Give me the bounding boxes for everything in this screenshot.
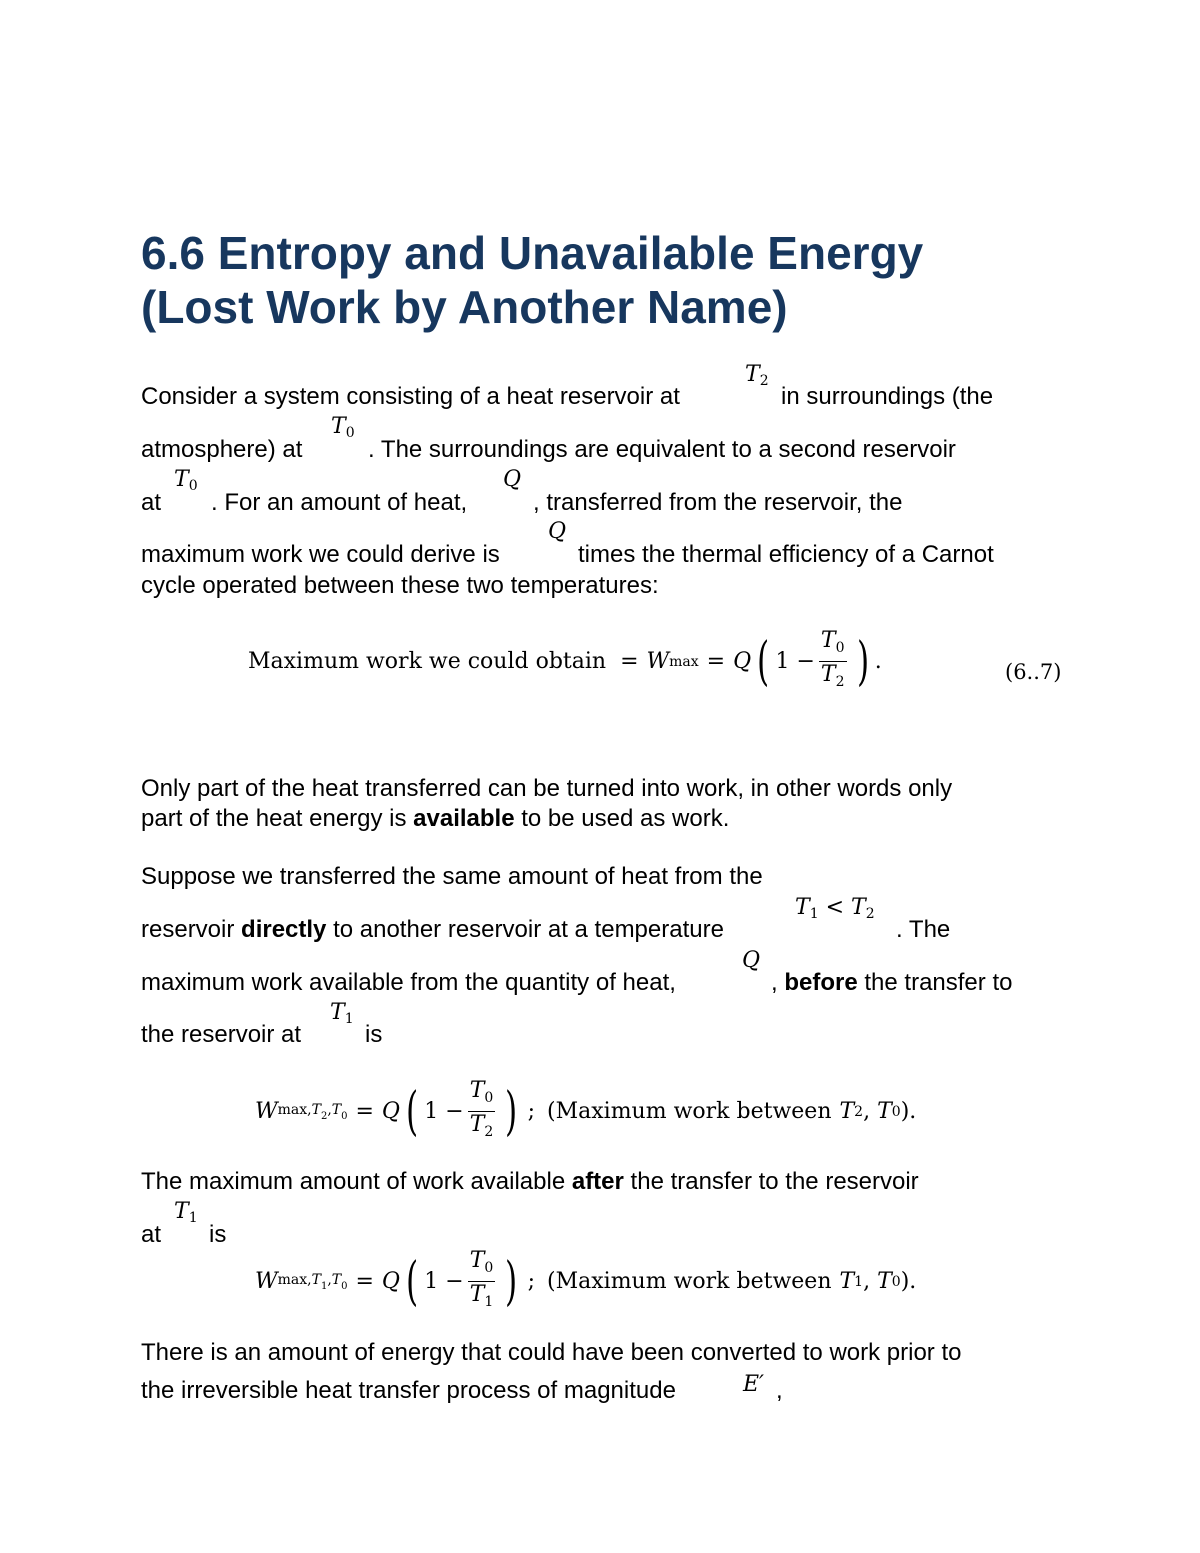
para5-line2: the irreversible heat transfer process of magnitude [141, 1377, 676, 1404]
para1-line5: cycle operated between these two temperatures: [141, 572, 659, 599]
text-span: the transfer to [864, 969, 1013, 996]
math-T1-lt-T2: $T_1 < T_2$ [795, 895, 875, 922]
bold-word: before [784, 969, 858, 996]
bold-word: after [571, 1168, 624, 1195]
para3-line2 [141, 915, 724, 945]
math-Q: Q [503, 467, 522, 492]
para2-line1: Only part of the heat transferred can be turned into work, in other words only [141, 775, 953, 802]
text-span: part of the heat energy is [141, 805, 407, 832]
para3-line4b: is [365, 1021, 383, 1048]
math-Q: Q [548, 519, 567, 544]
para1-line4: maximum work we could derive is [141, 541, 500, 568]
para1-line2: atmosphere) at [141, 436, 303, 463]
equation-wmax-T2-T0: W $\max,T_2,T_0$ = Q ( 1 − $\frac{T_0}{T_2}$ ) ; (Maximum work between T 2 , T 0 ). [255, 1078, 917, 1142]
math-T0: $T_0$ [331, 414, 355, 441]
para2-line2 [141, 804, 729, 834]
math-T1: $T_1$ [174, 1199, 198, 1226]
equation-number: (6..7) [1005, 660, 1062, 684]
heading-line-2: (Lost Work by Another Name) [141, 281, 788, 333]
para1-line1 [141, 382, 680, 412]
para3-line3: maximum work available from the quantity of heat, [141, 969, 676, 996]
eq-note: (Maximum work between [547, 1269, 832, 1294]
heading-line-1: 6.6 Entropy and Unavailable Energy [141, 227, 924, 279]
eq-label: Maximum work we could obtain [248, 649, 607, 674]
math-T2: $T_2$ [745, 362, 769, 389]
text-span: to be used as work. [521, 805, 730, 832]
bold-word: available [413, 805, 515, 832]
text-span: the transfer to the reservoir [630, 1168, 919, 1195]
text-span: , [771, 969, 778, 996]
para5-line2b: , [776, 1377, 783, 1404]
text-span: to another reservoir at a temperature [333, 916, 724, 943]
para1-line1b: in surroundings (the [781, 383, 994, 410]
text-span: Consider a system consisting of a heat reservoir at [141, 383, 680, 410]
para1-line3c: , transferred from the reservoir, the [533, 489, 903, 516]
para1-line3b: . For an amount of heat, [211, 489, 468, 516]
section-heading [141, 226, 1101, 334]
para1-line4b: times the thermal efficiency of a Carnot [578, 541, 994, 568]
para3-line4: the reservoir at [141, 1021, 302, 1048]
math-T1: $T_1$ [330, 1000, 354, 1027]
para5-line1: There is an amount of energy that could have been converted to work prior to [141, 1339, 962, 1366]
bold-word: directly [241, 916, 327, 943]
para3-line3b [771, 968, 1012, 998]
para3-line2c: . The [896, 916, 951, 943]
eq-note: (Maximum work between [547, 1099, 832, 1124]
text-span: The maximum amount of work available [141, 1168, 566, 1195]
para4-line2: at [141, 1221, 162, 1248]
equation-wmax-T1-T0: W $\max,T_1,T_0$ = Q ( 1 − $\frac{T_0}{T_1}$ ) ; (Maximum work between T 1 , T 0 ). [255, 1248, 917, 1312]
para4-line2b: is [209, 1221, 227, 1248]
text-span: reservoir [141, 916, 235, 943]
math-Q: Q [742, 948, 761, 973]
para1-line3: at [141, 489, 162, 516]
para3-line1: Suppose we transferred the same amount of heat from the [141, 863, 763, 890]
math-E-prime: E′ [743, 1372, 765, 1397]
equation-6-7: Maximum work we could obtain = W max = Q ( 1 − $\frac{T_0}{T_2}$ ) . [248, 628, 882, 692]
math-T0: $T_0$ [174, 467, 198, 494]
para1-line2b: . The surroundings are equivalent to a second reservoir [368, 436, 956, 463]
para4-line1 [141, 1167, 919, 1197]
